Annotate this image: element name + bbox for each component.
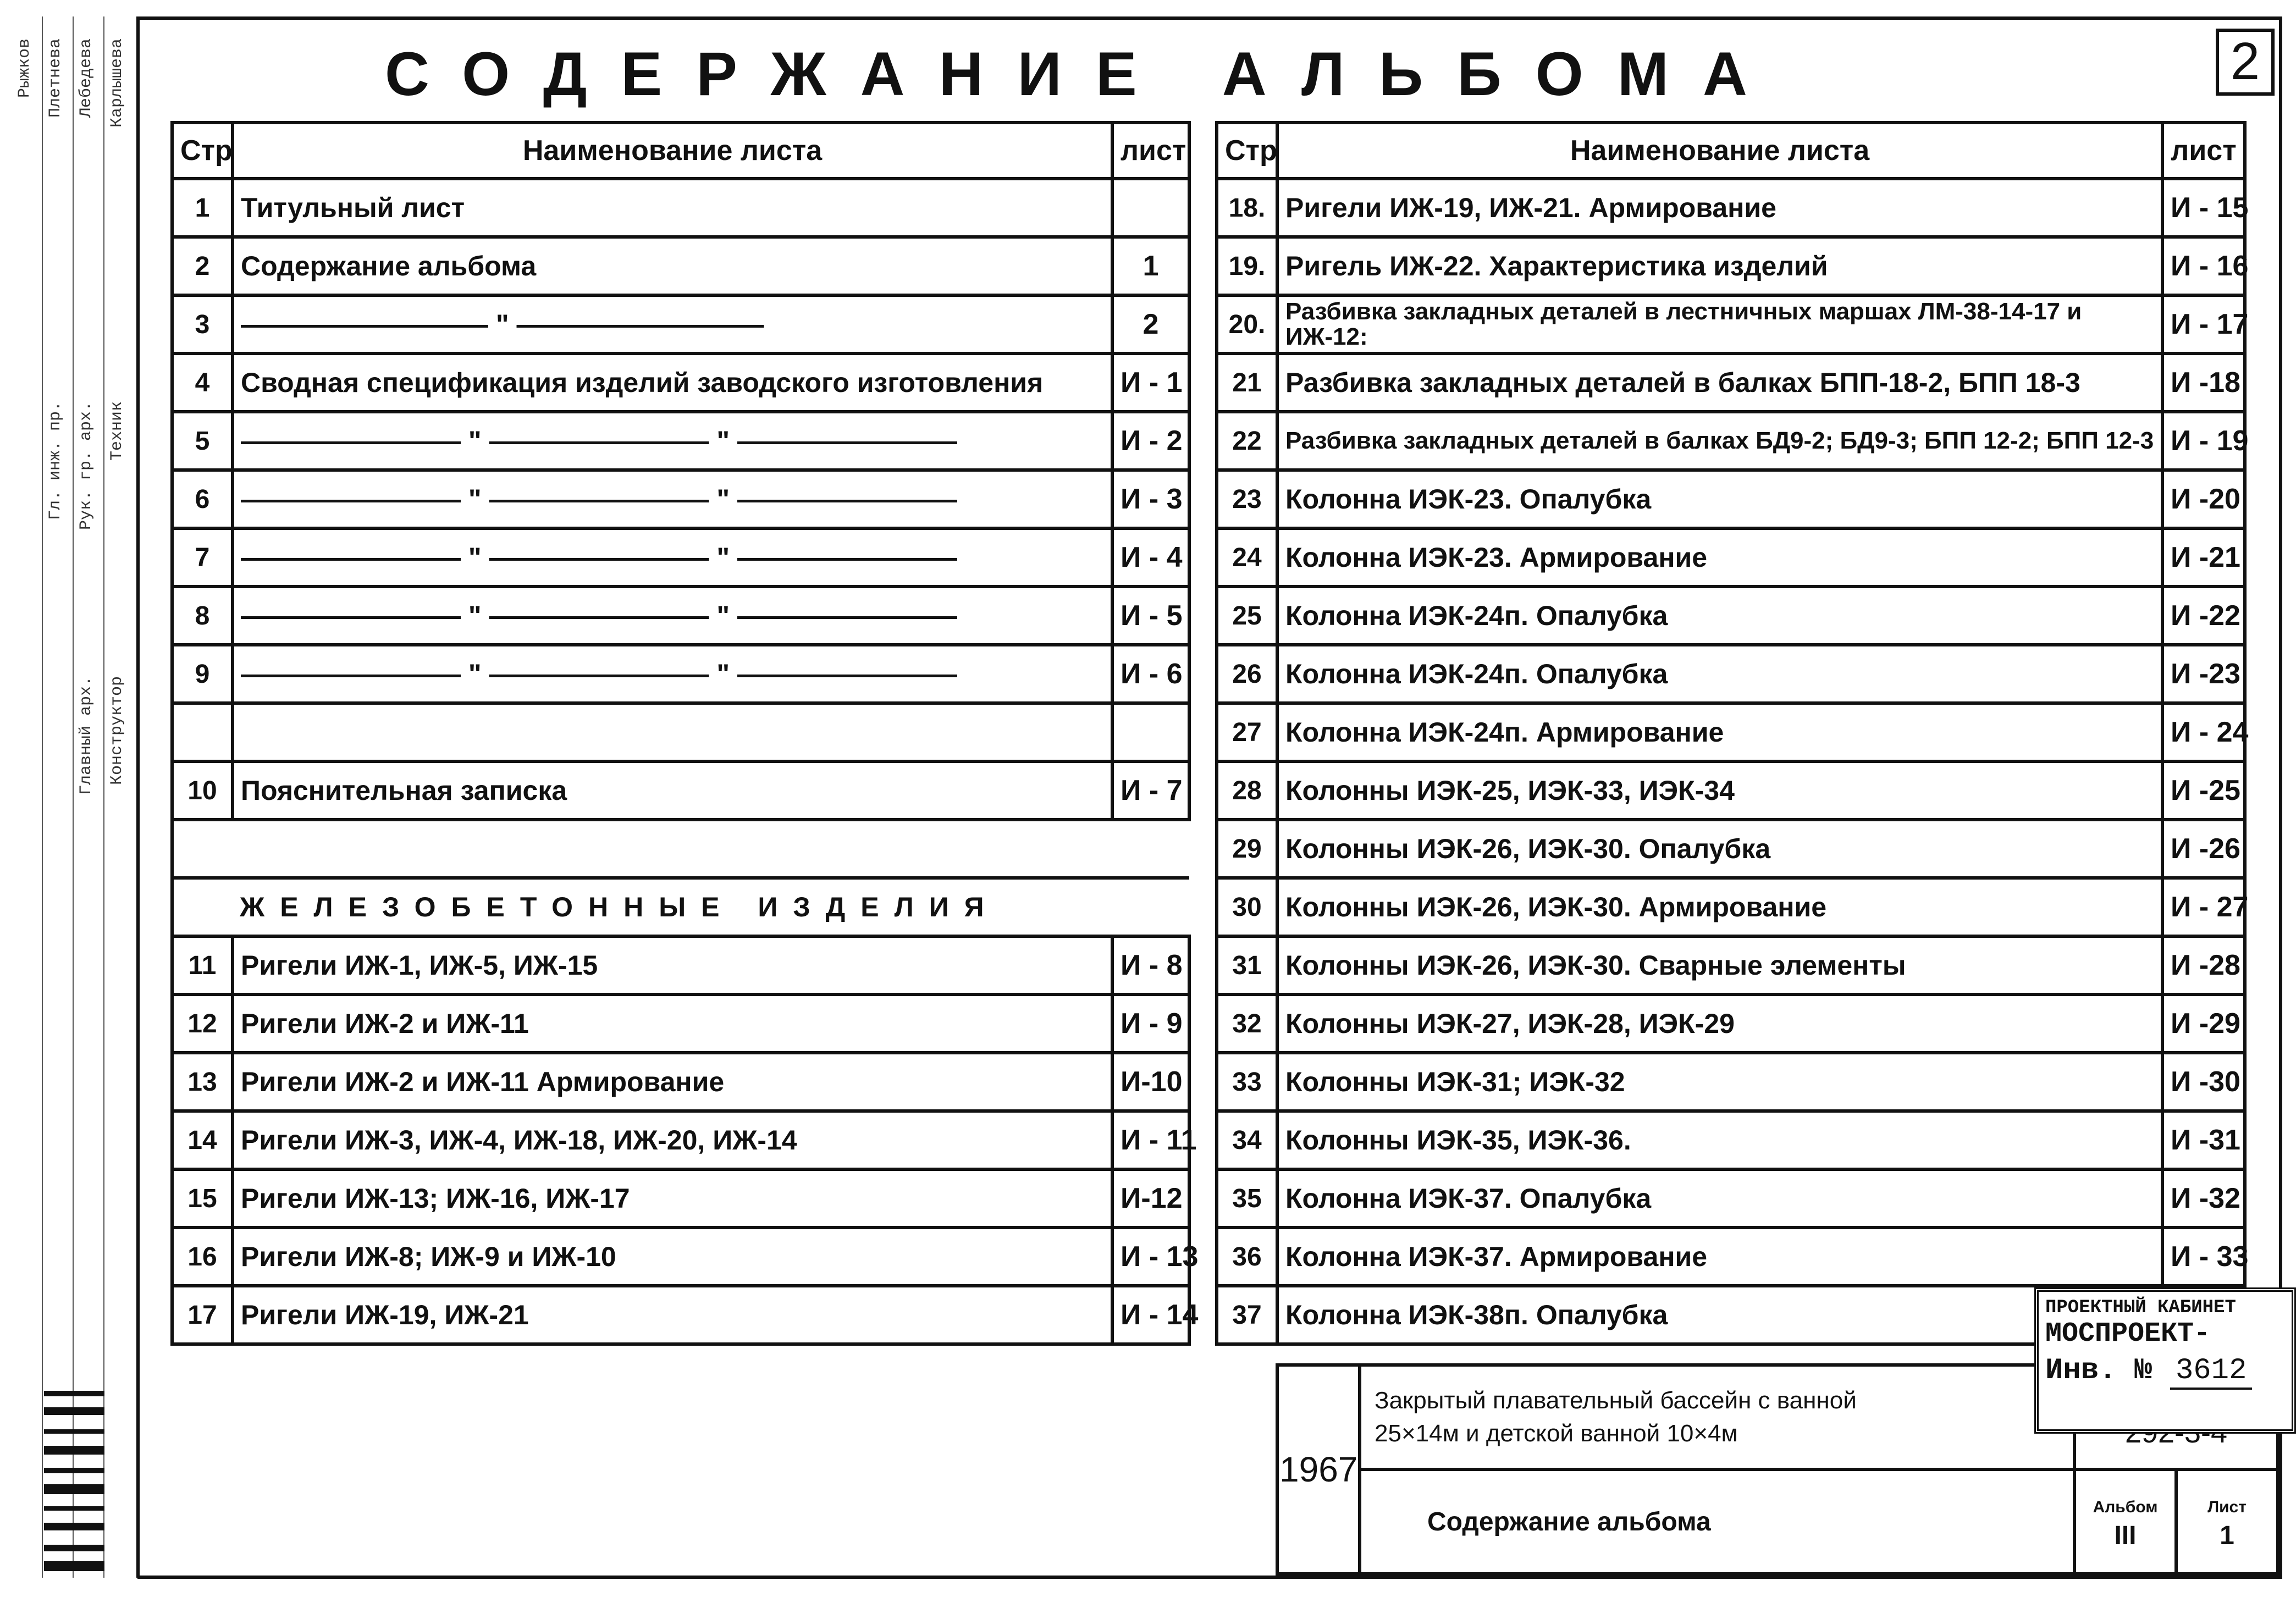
row-name: Колонны ИЭК-27, ИЭК-28, ИЭК-29 <box>1277 994 2162 1053</box>
table-row <box>172 1228 1189 1286</box>
album-value: III <box>2114 1521 2137 1550</box>
table-row <box>1217 237 2245 295</box>
row-number: 7 <box>172 528 233 587</box>
table-header-row <box>172 123 1189 179</box>
header-num: Стр <box>172 123 233 179</box>
row-name: Разбивка закладных деталей в лестничных маршах ЛМ-38-14-17 и ИЖ-12: <box>1277 295 2162 353</box>
header-sheet: лист <box>2162 123 2245 179</box>
row-sheet: И -20 <box>2162 470 2245 528</box>
project-line-1: Закрытый плавательный бассейн с ванной <box>1375 1387 1857 1414</box>
row-name: ———————— " ———————— " ———————— <box>233 412 1112 470</box>
table-row <box>172 994 1189 1053</box>
table-row <box>1217 1228 2245 1286</box>
project-line-2: 25×14м и детской ванной 10×4м <box>1375 1420 1738 1447</box>
table-row <box>1217 528 2245 587</box>
row-number: 30 <box>1217 878 1277 936</box>
row-sheet: И - 27 <box>2162 878 2245 936</box>
row-name: Разбивка закладных деталей в балках БПП-18-2, БПП 18-3 <box>1277 353 2162 412</box>
strip-name-4: Карлышева <box>108 38 126 128</box>
signature-strip <box>11 16 140 1578</box>
album-cell <box>2074 1469 2176 1574</box>
table-row <box>1217 936 2245 994</box>
row-number: 6 <box>172 470 233 528</box>
row-number: 4 <box>172 353 233 412</box>
row-sheet: И -31 <box>2162 1111 2245 1169</box>
row-name: Разбивка закладных деталей в балках БД9-2; БД9-3; БПП 12-2; БПП 12-3 <box>1277 412 2162 470</box>
table-row <box>172 1169 1189 1228</box>
row-sheet: И -21 <box>2162 528 2245 587</box>
table-row <box>172 645 1189 703</box>
header-num: Стр <box>1217 123 1277 179</box>
row-name: Ригели ИЖ-8; ИЖ-9 и ИЖ-10 <box>233 1228 1112 1286</box>
row-sheet: И - 6 <box>1112 645 1189 703</box>
row-number: 27 <box>1217 703 1277 761</box>
strip-role-2: Рук. гр. арх. <box>77 401 96 530</box>
row-sheet: И -18 <box>2162 353 2245 412</box>
row-number: 15 <box>172 1169 233 1228</box>
row-sheet: И - 33 <box>2162 1228 2245 1286</box>
row-sheet: И-12 <box>1112 1169 1189 1228</box>
row-sheet: И - 11 <box>1112 1111 1189 1169</box>
row-number: 23 <box>1217 470 1277 528</box>
row-name: Колонна ИЭК-37. Опалубка <box>1277 1169 2162 1228</box>
table-row <box>1217 761 2245 820</box>
table-row <box>172 1053 1189 1111</box>
row-name: Колонны ИЭК-26, ИЭК-30. Сварные элементы <box>1277 936 2162 994</box>
table-row <box>1217 353 2245 412</box>
row-number: 17 <box>172 1286 233 1344</box>
table-row-blank <box>172 820 1189 878</box>
row-number: 33 <box>1217 1053 1277 1111</box>
row-number: 36 <box>1217 1228 1277 1286</box>
row-number: 26 <box>1217 645 1277 703</box>
table-row <box>172 1286 1189 1344</box>
row-sheet: И - 5 <box>1112 587 1189 645</box>
row-number: 16 <box>172 1228 233 1286</box>
table-row <box>1217 878 2245 936</box>
table-row <box>172 412 1189 470</box>
row-number: 28 <box>1217 761 1277 820</box>
row-sheet: И - 17 <box>2162 295 2245 353</box>
row-name: ———————— " ———————— " ———————— <box>233 645 1112 703</box>
row-sheet: И - 24 <box>2162 703 2245 761</box>
table-row <box>172 237 1189 295</box>
row-number: 21 <box>1217 353 1277 412</box>
sheet-label: Лист <box>2207 1498 2247 1516</box>
row-number: 11 <box>172 936 233 994</box>
table-row <box>1217 179 2245 237</box>
row-name: Колонны ИЭК-25, ИЭК-33, ИЭК-34 <box>1277 761 2162 820</box>
table-row <box>172 470 1189 528</box>
header-sheet: лист <box>1112 123 1189 179</box>
table-row <box>172 936 1189 994</box>
table-row <box>1217 470 2245 528</box>
row-sheet: И -23 <box>2162 645 2245 703</box>
row-number: 24 <box>1217 528 1277 587</box>
row-sheet: И -32 <box>2162 1169 2245 1228</box>
row-number: 10 <box>172 761 233 820</box>
table-row <box>1217 820 2245 878</box>
stamp-inventory <box>2039 1350 2292 1388</box>
row-sheet: И - 9 <box>1112 994 1189 1053</box>
row-number: 3 <box>172 295 233 353</box>
row-name: Колонна ИЭК-24п. Армирование <box>1277 703 2162 761</box>
row-name: Колонны ИЭК-31; ИЭК-32 <box>1277 1053 2162 1111</box>
row-name: Колонны ИЭК-35, ИЭК-36. <box>1277 1111 2162 1169</box>
table-row <box>172 587 1189 645</box>
row-number: 18. <box>1217 179 1277 237</box>
row-sheet: И -25 <box>2162 761 2245 820</box>
row-number: 35 <box>1217 1169 1277 1228</box>
row-number: 32 <box>1217 994 1277 1053</box>
row-sheet: И - 14 <box>1112 1286 1189 1344</box>
table-row <box>1217 1169 2245 1228</box>
table-row <box>172 528 1189 587</box>
row-name: Колонна ИЭК-37. Армирование <box>1277 1228 2162 1286</box>
row-name: Ригель ИЖ-22. Характеристика изделий <box>1277 237 2162 295</box>
row-name: Ригели ИЖ-13; ИЖ-16, ИЖ-17 <box>233 1169 1112 1228</box>
row-name: Колонны ИЭК-26, ИЭК-30. Опалубка <box>1277 820 2162 878</box>
row-name: ———————— " ———————— " ———————— <box>233 528 1112 587</box>
row-number: 19. <box>1217 237 1277 295</box>
row-name: Ригели ИЖ-2 и ИЖ-11 Армирование <box>233 1053 1112 1111</box>
row-number: 20. <box>1217 295 1277 353</box>
stamp-line-2: МОСПРОЕКТ- <box>2045 1318 2211 1350</box>
row-name: ———————— " ———————— " ———————— <box>233 470 1112 528</box>
row-sheet: И-10 <box>1112 1053 1189 1111</box>
row-sheet <box>1112 179 1189 237</box>
stamp-inventory-label: Инв. № <box>2045 1354 2152 1388</box>
page-title: СОДЕРЖАНИЕ АЛЬБОМА <box>385 40 1781 108</box>
row-number: 37 <box>1217 1286 1277 1344</box>
table-row <box>1217 587 2245 645</box>
row-name: Ригели ИЖ-3, ИЖ-4, ИЖ-18, ИЖ-20, ИЖ-14 <box>233 1111 1112 1169</box>
row-sheet: И -30 <box>2162 1053 2245 1111</box>
right-contents-table <box>1215 121 2247 1346</box>
row-sheet: И - 15 <box>2162 179 2245 237</box>
strip-role-3: Техник <box>108 401 126 461</box>
sheet-title: Содержание альбома <box>1360 1469 2074 1574</box>
row-sheet: И - 13 <box>1112 1228 1189 1286</box>
table-row <box>1217 994 2245 1053</box>
row-number: 5 <box>172 412 233 470</box>
row-sheet: И - 2 <box>1112 412 1189 470</box>
year: 1967 <box>1277 1365 1360 1574</box>
row-name: Содержание альбома <box>233 237 1112 295</box>
table-row <box>172 1111 1189 1169</box>
row-number: 12 <box>172 994 233 1053</box>
row-name: Колонны ИЭК-26, ИЭК-30. Армирование <box>1277 878 2162 936</box>
row-number: 9 <box>172 645 233 703</box>
row-name: Титульный лист <box>233 179 1112 237</box>
strip-bottom-1: Главный арх. <box>77 676 96 795</box>
table-row <box>172 179 1189 237</box>
row-sheet: И - 7 <box>1112 761 1189 820</box>
strip-role-1: Гл. инж. пр. <box>46 401 65 521</box>
table-row <box>1217 412 2245 470</box>
album-label: Альбом <box>2093 1498 2158 1516</box>
row-sheet: И -29 <box>2162 994 2245 1053</box>
table-row <box>1217 1111 2245 1169</box>
table-row <box>1217 645 2245 703</box>
row-name: Колонна ИЭК-24п. Опалубка <box>1277 587 2162 645</box>
row-sheet: 2 <box>1112 295 1189 353</box>
row-name: Сводная спецификация изделий заводского изготовления <box>233 353 1112 412</box>
sheet-cell <box>2176 1469 2278 1574</box>
row-number: 14 <box>172 1111 233 1169</box>
row-name: Колонна ИЭК-23. Армирование <box>1277 528 2162 587</box>
row-sheet: И - 3 <box>1112 470 1189 528</box>
row-number: 1 <box>172 179 233 237</box>
table-row <box>172 761 1189 820</box>
row-number: 22 <box>1217 412 1277 470</box>
stamp-line-1: ПРОЕКТНЫЙ КАБИНЕТ <box>2045 1297 2236 1318</box>
row-sheet: И -28 <box>2162 936 2245 994</box>
header-name: Наименование листа <box>1277 123 2162 179</box>
barcode-mark <box>44 1391 104 1572</box>
row-sheet: И - 16 <box>2162 237 2245 295</box>
table-row <box>1217 703 2245 761</box>
sheet-value: 1 <box>2220 1521 2234 1550</box>
row-sheet: И - 19 <box>2162 412 2245 470</box>
row-sheet: И - 8 <box>1112 936 1189 994</box>
header-name: Наименование листа <box>233 123 1112 179</box>
row-number: 8 <box>172 587 233 645</box>
table-row <box>172 295 1189 353</box>
row-name: Ригели ИЖ-1, ИЖ-5, ИЖ-15 <box>233 936 1112 994</box>
row-sheet: И - 1 <box>1112 353 1189 412</box>
table-row <box>1217 1053 2245 1111</box>
project-name <box>1360 1365 2074 1469</box>
table-row <box>172 353 1189 412</box>
row-sheet: И -22 <box>2162 587 2245 645</box>
row-name: ————————— " ————————— <box>233 295 1112 353</box>
row-name: Пояснительная записка <box>233 761 1112 820</box>
row-number: 29 <box>1217 820 1277 878</box>
row-name: Ригели ИЖ-19, ИЖ-21 <box>233 1286 1112 1344</box>
strip-name-3: Лебедева <box>77 38 96 118</box>
row-name: Ригели ИЖ-2 и ИЖ-11 <box>233 994 1112 1053</box>
row-number: 34 <box>1217 1111 1277 1169</box>
section-row <box>172 878 1189 936</box>
row-sheet: 1 <box>1112 237 1189 295</box>
row-number: 31 <box>1217 936 1277 994</box>
row-name: ———————— " ———————— " ———————— <box>233 587 1112 645</box>
strip-bottom-2: Конструктор <box>108 676 126 786</box>
row-name: Колонна ИЭК-24п. Опалубка <box>1277 645 2162 703</box>
row-name: Колонна ИЭК-38п. Опалубка <box>1277 1286 2162 1344</box>
row-sheet: И - 4 <box>1112 528 1189 587</box>
row-sheet: И -26 <box>2162 820 2245 878</box>
row-number: 2 <box>172 237 233 295</box>
section-title: ЖЕЛЕЗОБЕТОННЫЕ ИЗДЕЛИЯ <box>172 878 1112 936</box>
stamp-inventory-value: 3612 <box>2170 1354 2253 1390</box>
sheet-number: 2 <box>2216 29 2275 96</box>
inventory-stamp <box>2034 1287 2296 1434</box>
left-contents-table <box>170 121 1199 1346</box>
row-name: Колонна ИЭК-23. Опалубка <box>1277 470 2162 528</box>
row-name: Ригели ИЖ-19, ИЖ-21. Армирование <box>1277 179 2162 237</box>
table-header-row <box>1217 123 2245 179</box>
table-row-blank <box>172 703 1189 761</box>
row-number: 13 <box>172 1053 233 1111</box>
table-row <box>1217 295 2245 353</box>
strip-name-2: Плетнева <box>46 38 65 118</box>
strip-name-1: Рыжков <box>15 38 34 98</box>
row-number: 25 <box>1217 587 1277 645</box>
